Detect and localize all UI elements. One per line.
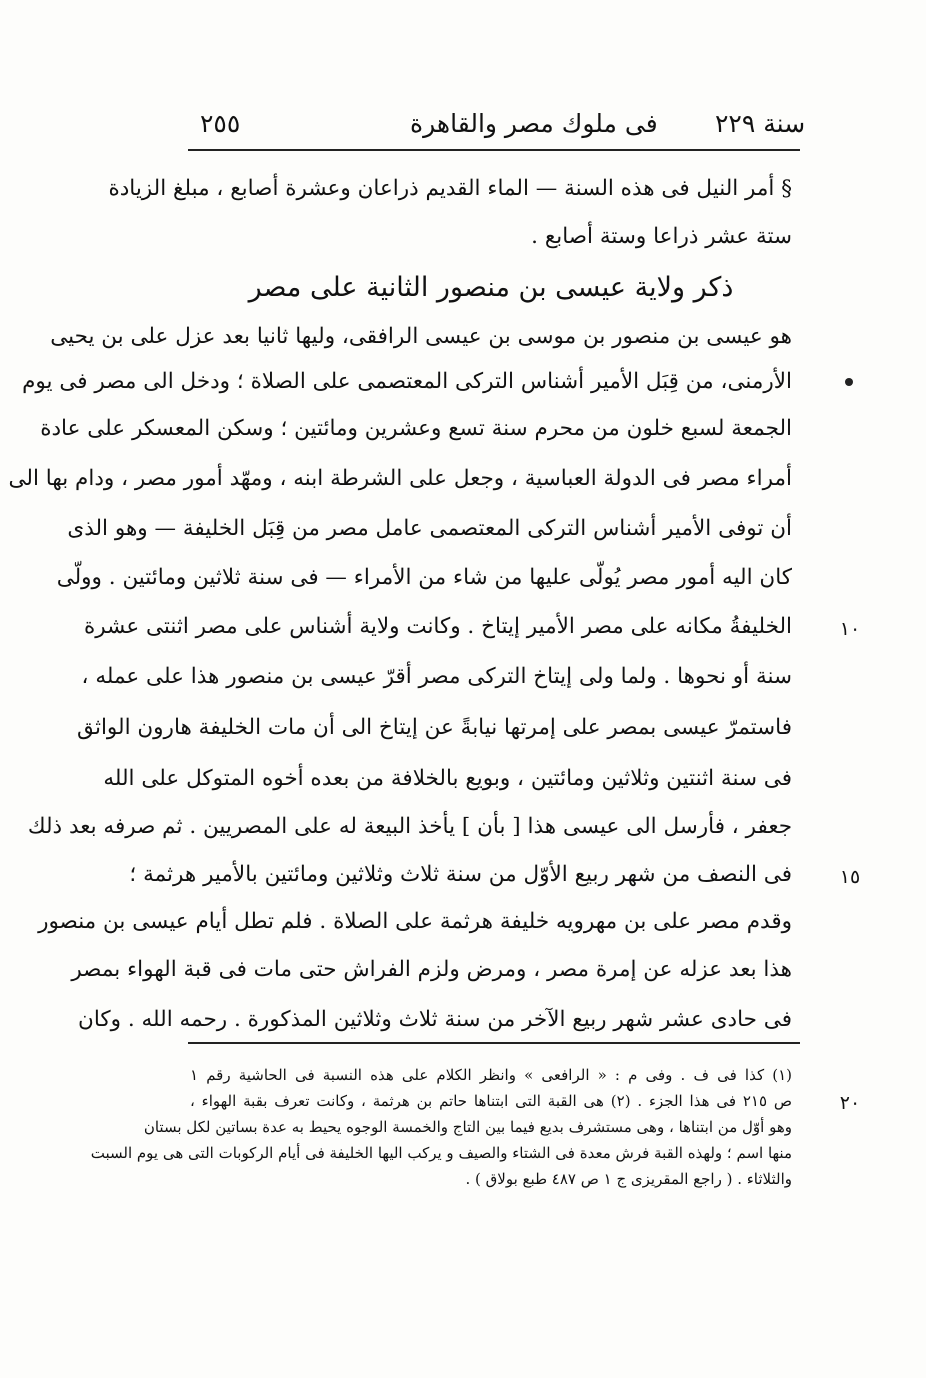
footnote-line: ص ٢١٥ فى هذا الجزء . (٢) هى القبة التى ابتناها حاتم بن هرثمة ، وكانت تعرف بقبة الهواء ، <box>190 1092 792 1110</box>
footnote-line: منها اسم ؛ ولهذه القبة فرش معدة فى الشتاء والصيف و يركب اليها الخليفة فى أيام الركوبات التى هى يوم السبت <box>90 1144 792 1162</box>
margin-line-number-15: ١٥ <box>839 866 861 888</box>
text-line: فى سنة اثنتين وثلاثين ومائتين ، وبويع بالخلافة من بعده أخوه المتوكل على الله <box>103 766 792 791</box>
text-line: فاستمرّ عيسى بمصر على إمرتها نيابةً عن إيتاخ الى أن مات الخليفة هارون الواثق <box>77 715 792 740</box>
text-line: الأرمنى، من قِبَل الأمير أشناس التركى المعتصمى على الصلاة ؛ ودخل الى مصر فى يوم <box>22 369 792 394</box>
footnote-rule <box>188 1042 800 1044</box>
text-line: ستة عشر ذراعا وستة أصابع . <box>531 224 792 249</box>
text-line: الجمعة لسبع خلون من محرم سنة تسع وعشرين ومائتين ؛ وسكن المعسكر على عادة <box>40 416 792 441</box>
text-line: فى النصف من شهر ربيع الأوّل من سنة ثلاث وثلاثين ومائتين بالأمير هرثمة ؛ <box>129 862 792 887</box>
text-line: هذا بعد عزله عن إمرة مصر ، ومرض ولزم الفراش حتى مات فى قبة الهواء بمصر <box>71 957 792 982</box>
text-line: فى حادى عشر شهر ربيع الآخر من سنة ثلاث وثلاثين المذكورة . رحمه الله . وكان <box>78 1007 792 1032</box>
text-line: الخليفةُ مكانه على مصر الأمير إيتاخ . وكانت ولاية أشناس على مصر اثنتى عشرة <box>84 614 792 639</box>
text-line: وقدم مصر على بن مهرويه خليفة هرثمة على الصلاة . فلم تطل أيام عيسى بن منصور <box>38 909 792 934</box>
footnote-line: وهو أوّل من ابتناها ، وهى مستشرف بديع فيما بين التاج والخمسة الوجوه يحيط به عدة بساتين لكل بستان <box>143 1118 792 1136</box>
margin-line-number-10: ١٠ <box>839 618 861 640</box>
margin-line-number-20: ٢٠ <box>839 1092 861 1114</box>
running-title: فى ملوك مصر والقاهرة <box>410 109 658 138</box>
section-heading: ذكر ولاية عيسى بن منصور الثانية على مصر <box>248 272 734 303</box>
text-line: هو عيسى بن منصور بن موسى بن عيسى الرافقى، وليها ثانيا بعد عزل على بن يحيى <box>50 324 792 349</box>
text-line: أن توفى الأمير أشناس التركى المعتصمى عامل مصر من قِبَل الخليفة — وهو الذى <box>67 516 792 541</box>
text-line: أمراء مصر فى الدولة العباسية ، وجعل على الشرطة ابنه ، ومهّد أمور مصر ، ودام بها الى <box>8 466 792 491</box>
year-heading: سنة ٢٢٩ <box>715 109 806 138</box>
page-number: ٢٥٥ <box>200 109 241 138</box>
text-line: سنة أو نحوها . ولما ولى إيتاخ التركى مصر أقرّ عيسى بن منصور هذا على عمله ، <box>81 664 792 689</box>
footnote-line: (١) كذا فى ف . وفى م : « الرافعى » وانظر الكلام على هذه النسبة فى الحاشية رقم ١ <box>190 1066 792 1084</box>
text-line: كان اليه أمور مصر يُولّى عليها من شاء من الأمراء — فى سنة ثلاثين ومائتين . وولّى <box>56 565 792 590</box>
margin-marker-5 <box>845 378 853 386</box>
header-rule <box>188 149 800 151</box>
footnote-line: والثلاثاء . ( راجع المقريزى ج ١ ص ٤٨٧ طبع بولاق ) . <box>465 1170 792 1188</box>
text-line: § أمر النيل فى هذه السنة — الماء القديم ذراعان وعشرة أصابع ، مبلغ الزيادة <box>108 176 792 201</box>
text-line: جعفر ، فأرسل الى عيسى هذا [ بأن ] يأخذ البيعة له على المصريين . ثم صرفه بعد ذلك <box>27 814 792 839</box>
